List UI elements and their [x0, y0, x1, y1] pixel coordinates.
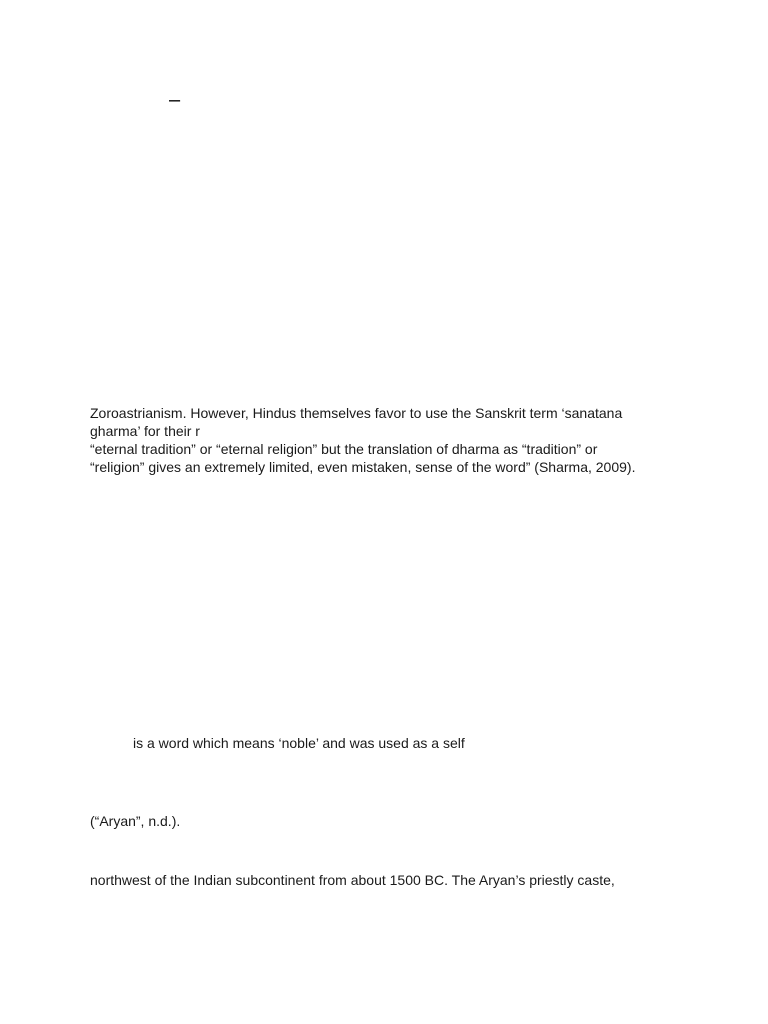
paragraph-sanatana-dharma: [90, 404, 730, 476]
text-line: “religion” gives an extremely limited, even mistaken, sense of the word” (Sharma, 2009).: [90, 459, 636, 475]
text-line: (“Aryan”, n.d.).: [90, 813, 181, 829]
text-line: is a word which means ‘noble’ and was used as a self: [133, 735, 465, 751]
paragraph-aryan-meaning: [133, 734, 768, 752]
text-line: Zoroastrianism. However, Hindus themselves favor to use the Sanskrit term ‘sanatana: [90, 405, 623, 421]
paragraph-aryan-citation: [90, 812, 730, 830]
text-line: northwest of the Indian subcontinent from about 1500 BC. The Aryan’s priestly caste,: [90, 872, 615, 888]
paragraph-aryan-migration: [90, 871, 730, 889]
text-line: gharma’ for their r: [90, 423, 200, 439]
text-line: “eternal tradition” or “eternal religion” but the translation of dharma as “tradition” or: [90, 441, 598, 457]
top-dash-mark: –: [169, 89, 181, 111]
